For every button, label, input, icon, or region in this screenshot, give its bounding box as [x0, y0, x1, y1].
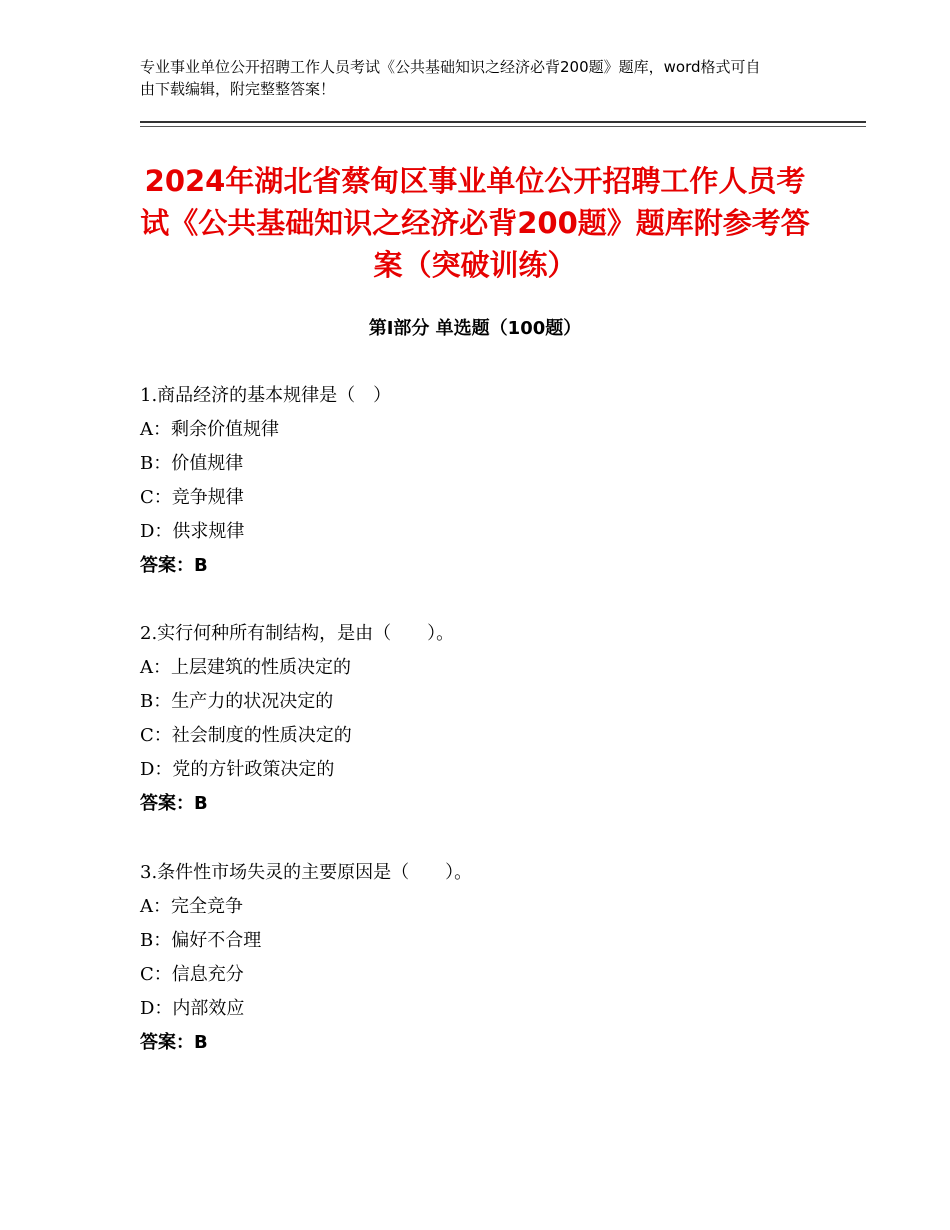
question-stem: 3.条件性市场失灵的主要原因是（ ）。 — [140, 862, 473, 883]
option-b: B：偏好不合理 — [140, 930, 262, 951]
option-d: D：内部效应 — [140, 998, 245, 1019]
question-stem: 1.商品经济的基本规律是（ ） — [140, 385, 392, 406]
header-divider-thick — [140, 121, 866, 123]
section-title: 第Ⅰ部分 单选题（100题） — [368, 318, 582, 339]
question-stem: 2.实行何种所有制结构，是由（ ）。 — [140, 623, 455, 644]
answer-line: 答案：B — [140, 1032, 208, 1053]
document-title: 2024年湖北省蔡甸区事业单位公开招聘工作人员考试《公共基础知识之经济必背200题》题库附参考答案（突破训练） — [140, 164, 810, 282]
option-b: B：生产力的状况决定的 — [140, 691, 334, 712]
option-c: C：信息充分 — [140, 964, 244, 985]
answer-line: 答案：B — [140, 793, 208, 814]
option-d: D：党的方针政策决定的 — [140, 759, 335, 780]
option-c: C：竞争规律 — [140, 487, 244, 508]
option-b: B：价值规律 — [140, 453, 244, 474]
option-d: D：供求规律 — [140, 521, 245, 542]
header-divider-thin — [140, 126, 866, 127]
option-a: A：上层建筑的性质决定的 — [140, 657, 351, 678]
question-block — [140, 856, 840, 1060]
question-block — [140, 617, 840, 821]
header-note: 专业事业单位公开招聘工作人员考试《公共基础知识之经济必背200题》题库，word格式可自由下载编辑，附完整整答案！ — [140, 58, 761, 98]
option-c: C：社会制度的性质决定的 — [140, 725, 352, 746]
option-a: A：剩余价值规律 — [140, 419, 279, 440]
question-block — [140, 379, 840, 583]
option-a: A：完全竞争 — [140, 896, 243, 917]
answer-line: 答案：B — [140, 555, 208, 576]
